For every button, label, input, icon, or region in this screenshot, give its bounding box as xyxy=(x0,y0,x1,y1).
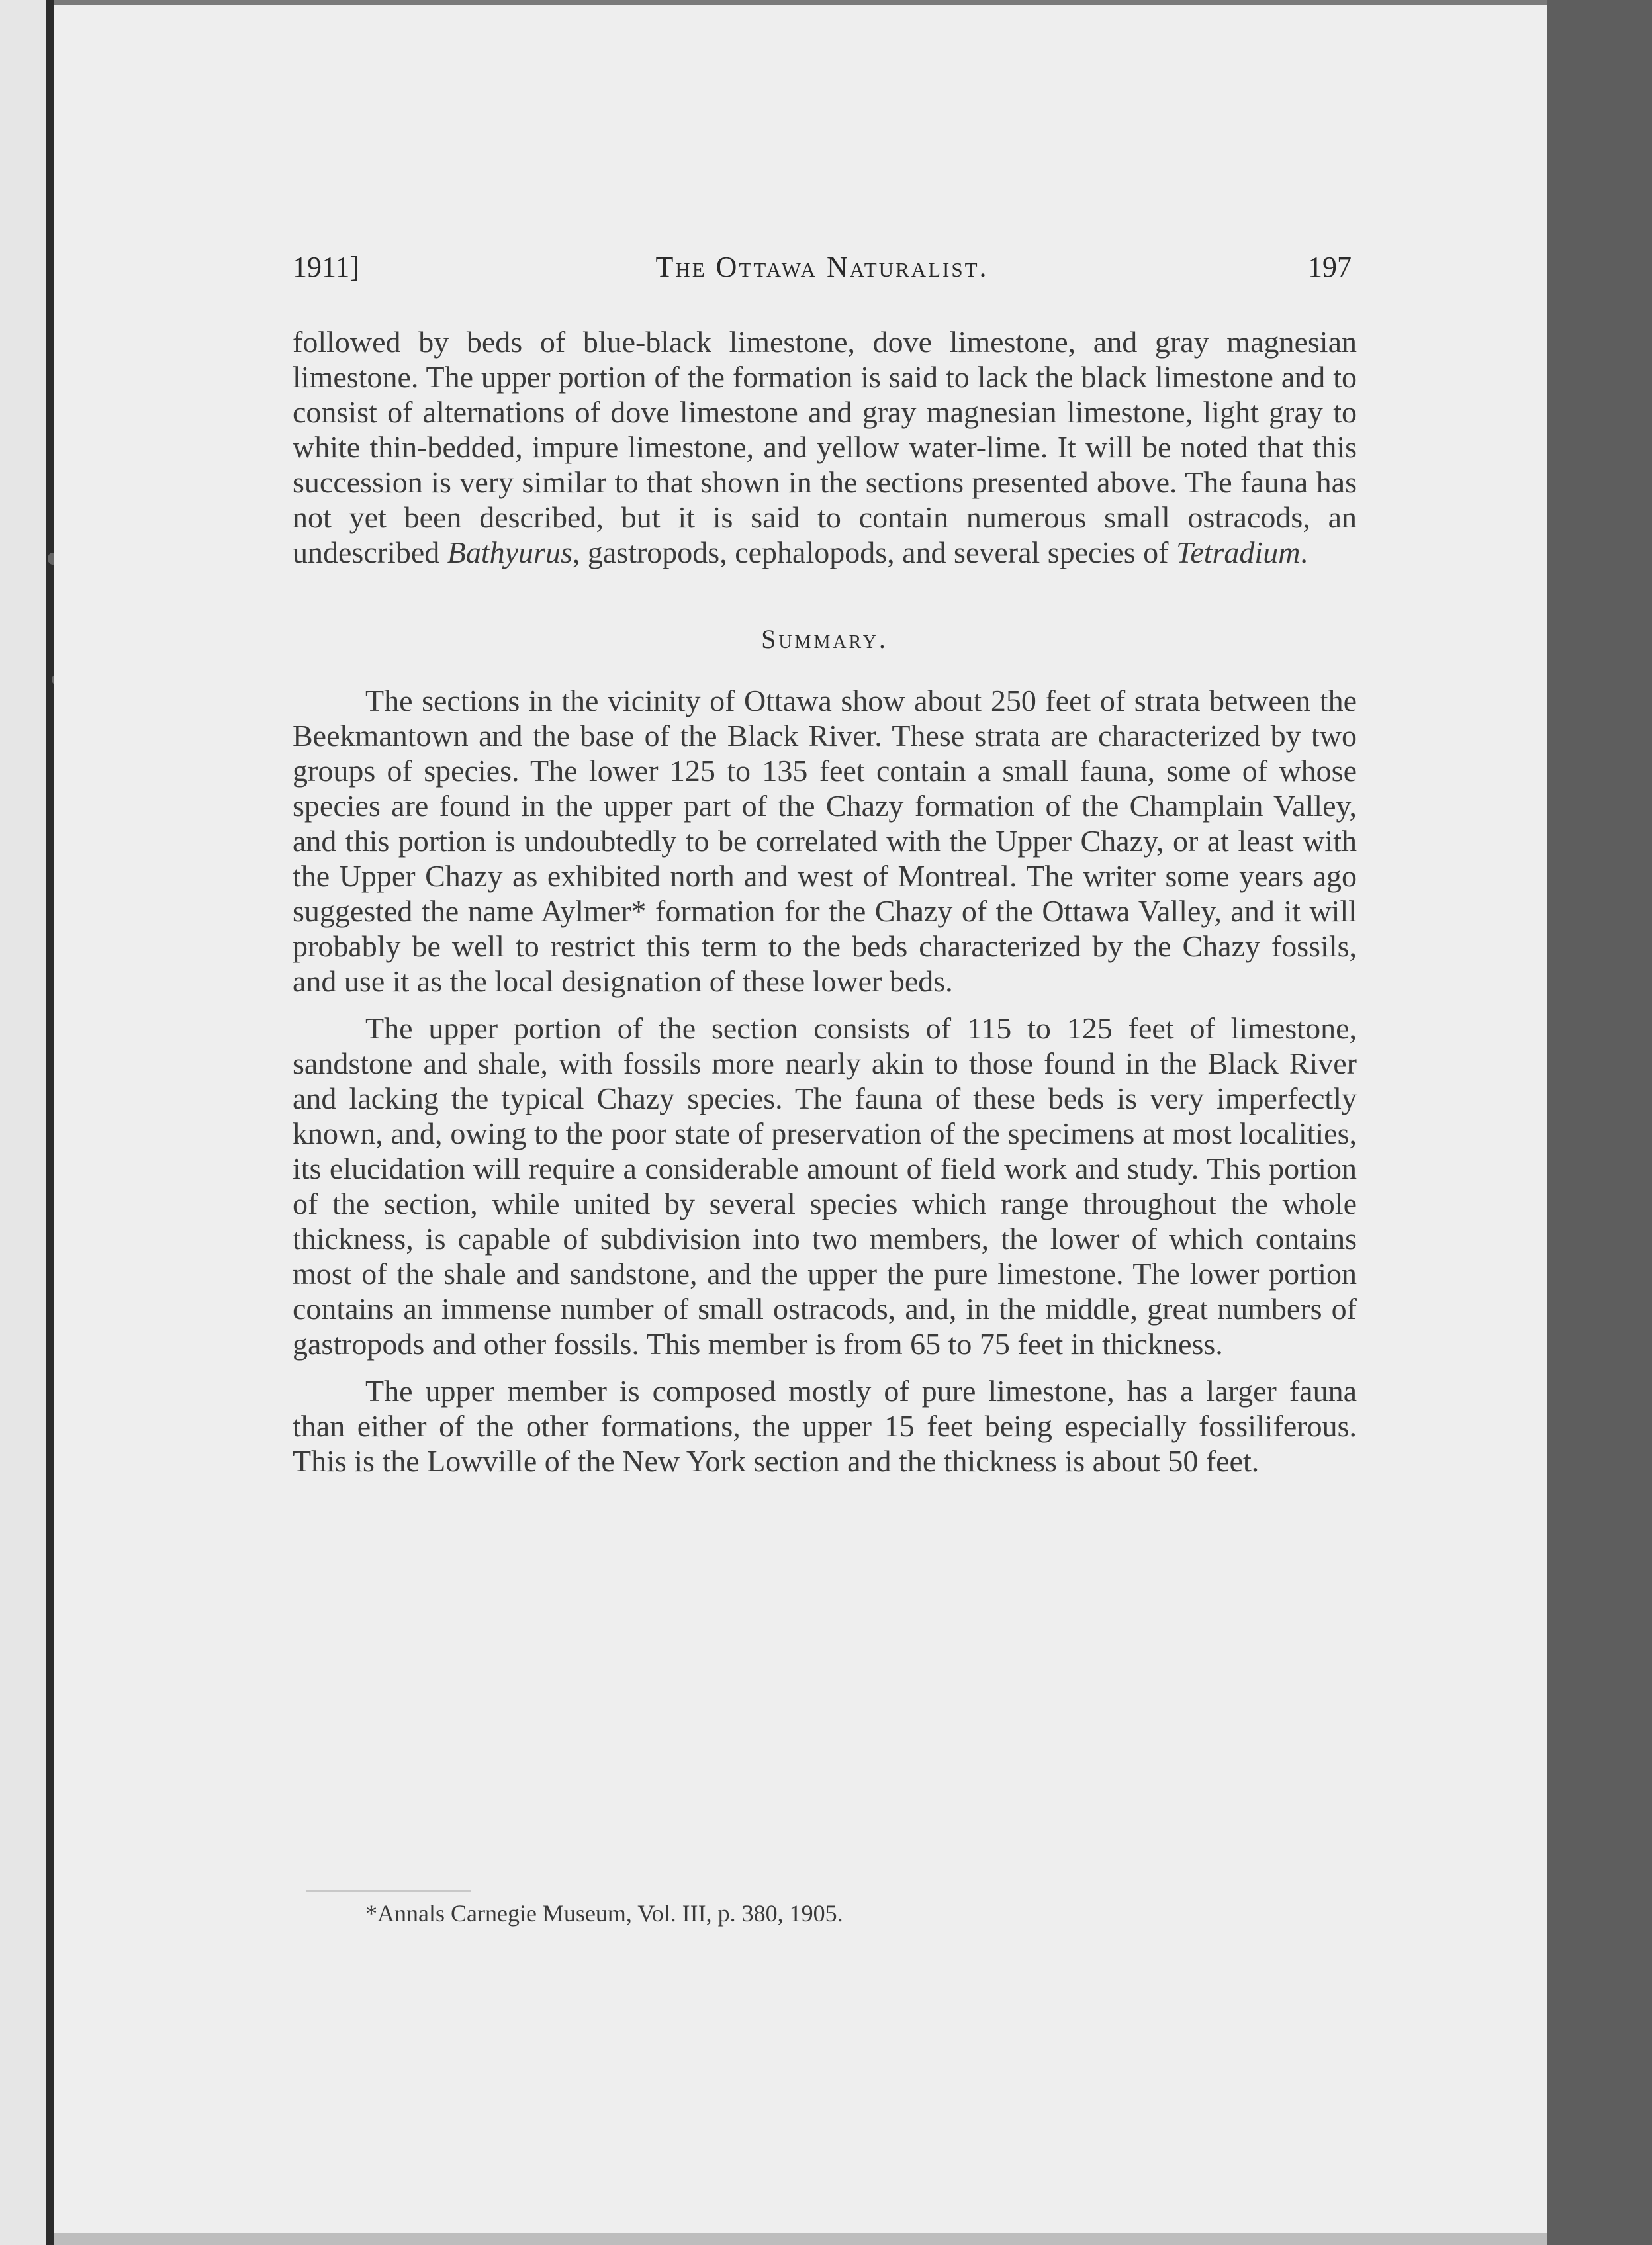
paragraph-text: followed by beds of blue-black limestone, dove limestone, and gray magnesian limestone. The upper portion of the formation is said to lack the black limestone and to consist of alternations of dove limestone and gray magnesian limestone, light gray to white thin-bedded, impure limestone, and yellow water-lime. It will be noted that this succession is very similar to that shown in the sections presented above. The fauna has not yet been described, but it is said to contain numerous small ostracods, an undescribed xyxy=(293,325,1357,569)
paragraph-text: . xyxy=(1300,535,1308,569)
footnote: *Annals Carnegie Museum, Vol. III, p. 380, 1905. xyxy=(365,1900,843,1927)
genus-name-tetradium: Tetradium xyxy=(1175,535,1301,569)
binding-spine xyxy=(46,0,54,2245)
paragraph-text: , gastropods, cephalopods, and several species of xyxy=(572,535,1176,569)
page-number: 197 xyxy=(1308,251,1352,283)
header-year: 1911] xyxy=(293,251,360,283)
running-header xyxy=(293,250,1352,297)
bottom-page-edge xyxy=(54,2233,1547,2245)
left-gutter xyxy=(0,0,46,2245)
footnote-divider xyxy=(306,1890,471,1892)
journal-title: The Ottawa Naturalist. xyxy=(655,251,989,283)
paragraph-summary-1: The sections in the vicinity of Ottawa show about 250 feet of strata between the Beekmantown and the base of the Black River. These strata are characterized by two groups of species. The lower 125 to 135 feet contain a small fauna, some of whose species are found in the upper part of the Chazy formation of the Champlain Valley, and this portion is undoubtedly to be correlated with the Upper Chazy, or at least with the Upper Chazy as exhibited north and west of Montreal. The writer some years ago suggested the name Aylmer* formation for the Chazy of the Ottawa Valley, and it will probably be well to restrict this term to the beds characterized by the Chazy fossils, and use it as the local designation of these lower beds. xyxy=(293,684,1357,998)
body-text xyxy=(293,324,1357,1479)
paragraph-summary-2: The upper portion of the section consists of 115 to 125 feet of limestone, sandstone and shale, with fossils more nearly akin to those found in the Black River and lacking the typical Chazy species. The fauna of these beds is very imperfectly known, and, owing to the poor state of preservation of the specimens at most localities, its elucidation will require a considerable amount of field work and study. This portion of the section, while united by several species which range throughout the whole thickness, is capable of subdivision into two members, the lower of which contains most of the shale and sandstone, and the upper the pure limestone. The lower portion contains an immense number of small ostracods, and, in the middle, great numbers of gastropods and other fossils. This member is from 65 to 75 feet in thickness. xyxy=(293,1011,1357,1361)
top-page-edge xyxy=(54,0,1547,5)
paragraph-continuation xyxy=(293,324,1357,570)
genus-name-bathyurus: Bathyurus xyxy=(447,535,573,569)
section-heading-summary: Summary. xyxy=(761,624,888,654)
paragraph-summary-3: The upper member is composed mostly of pure limestone, has a larger fauna than either of the other formations, the upper 15 feet being especially fossiliferous. This is the Lowville of the New York section and the thickness is about 50 feet. xyxy=(293,1374,1357,1478)
right-dark-edge xyxy=(1547,0,1652,2245)
book-page xyxy=(54,5,1547,2233)
